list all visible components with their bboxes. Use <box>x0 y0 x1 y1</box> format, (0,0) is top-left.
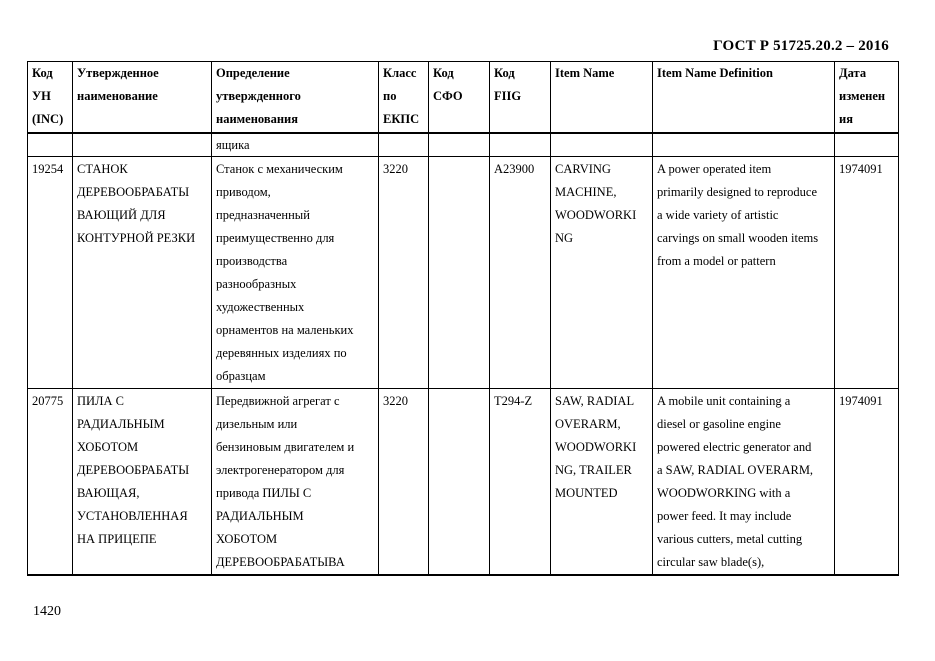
cell-line: primarily designed to reproduce <box>657 185 818 199</box>
header-approved-name <box>73 62 212 134</box>
cell-line: WOODWORKING with a <box>657 486 791 500</box>
cell-line: РАДИАЛЬНЫМ <box>216 509 304 523</box>
cell-line: power feed. It may include <box>657 509 792 523</box>
document-title: ГОСТ Р 51725.20.2 – 2016 <box>713 38 889 54</box>
cell-line: изменен <box>839 89 886 103</box>
cell-sfo-code <box>429 133 490 157</box>
cell-ekps-class <box>379 389 429 576</box>
cell-line: ВАЮЩИЙ ДЛЯ <box>77 208 166 222</box>
cell-item-name-definition <box>653 389 835 576</box>
cell-line: ХОБОТОМ <box>77 440 139 454</box>
header-sfo-code <box>429 62 490 134</box>
catalog-table <box>27 61 899 576</box>
cell-line: Определение <box>216 66 290 80</box>
header-ekps-class <box>379 62 429 134</box>
cell-line: преимущественно для <box>216 231 335 245</box>
header-item-name-definition <box>653 62 835 134</box>
cell-line: ВАЮЩАЯ, <box>77 486 140 500</box>
cell-line: орнаментов на маленьких <box>216 323 354 337</box>
cell-line: Item Name Definition <box>657 66 773 80</box>
cell-line: Передвижной агрегат с <box>216 394 340 408</box>
table-row <box>28 157 899 389</box>
cell-line: WOODWORKI <box>555 440 637 454</box>
cell-line: a wide variety of artistic <box>657 208 779 222</box>
cell-line: A mobile unit containing a <box>657 394 791 408</box>
cell-line: наименования <box>216 112 299 126</box>
cell-line: ДЕРЕВООБРАБАТЫВА <box>216 555 345 569</box>
cell-line: ДЕРЕВООБРАБАТЫ <box>77 463 190 477</box>
cell-line: предназначенный <box>216 208 310 222</box>
cell-line: FIIG <box>494 89 522 103</box>
cell-line: УСТАНОВЛЕННАЯ <box>77 509 188 523</box>
cell-line: утвержденного <box>216 89 301 103</box>
cell-line: A23900 <box>494 162 535 176</box>
cell-line: ПИЛА С <box>77 394 125 408</box>
cell-line: ДЕРЕВООБРАБАТЫ <box>77 185 190 199</box>
cell-line: Станок с механическим <box>216 162 343 176</box>
table-row <box>28 389 899 576</box>
page-number: 1420 <box>33 604 61 619</box>
cell-line: СФО <box>433 89 463 103</box>
cell-line: художественных <box>216 300 305 314</box>
cell-line: электрогенератором для <box>216 463 345 477</box>
cell-line: CARVING <box>555 162 611 176</box>
continuation-row <box>28 133 899 157</box>
cell-line: from a model or pattern <box>657 254 776 268</box>
cell-line: circular saw blade(s), <box>657 555 765 569</box>
cell-definition <box>212 157 379 389</box>
cell-inc-code <box>28 157 73 389</box>
cell-item-name <box>551 133 653 157</box>
cell-approved-name <box>73 157 212 389</box>
cell-ekps-class <box>379 157 429 389</box>
cell-line: КОНТУРНОЙ РЕЗКИ <box>77 231 196 245</box>
cell-line: powered electric generator and <box>657 440 812 454</box>
cell-line: 1974091 <box>839 162 883 176</box>
cell-line: РАДИАЛЬНЫМ <box>77 417 165 431</box>
cell-line: Класс <box>383 66 417 80</box>
cell-item-name <box>551 389 653 576</box>
cell-line: carvings on small wooden items <box>657 231 819 245</box>
cell-ekps-class <box>379 133 429 157</box>
cell-line: ия <box>839 112 853 126</box>
cell-sfo-code <box>429 389 490 576</box>
header-change-date <box>835 62 899 134</box>
cell-fiig-code <box>490 389 551 576</box>
cell-line: SAW, RADIAL <box>555 394 635 408</box>
cell-item-name-definition <box>653 157 835 389</box>
cell-approved-name <box>73 133 212 157</box>
header-item-name <box>551 62 653 134</box>
cell-line: 3220 <box>383 394 408 408</box>
cell-definition <box>212 389 379 576</box>
cell-line: дизельным или <box>216 417 298 431</box>
cell-line: ХОБОТОМ <box>216 532 278 546</box>
cell-sfo-code <box>429 157 490 389</box>
cell-line: various cutters, metal cutting <box>657 532 803 546</box>
cell-item-name <box>551 157 653 389</box>
table-body <box>28 62 899 576</box>
cell-line: a SAW, RADIAL OVERARM, <box>657 463 814 477</box>
cell-line: наименование <box>77 89 158 103</box>
cell-line: 19254 <box>32 162 64 176</box>
cell-line: 20775 <box>32 394 64 408</box>
cell-inc-code <box>28 133 73 157</box>
cell-line: по <box>383 89 397 103</box>
cell-line: образцам <box>216 369 266 383</box>
cell-change-date <box>835 389 899 576</box>
cell-line: производства <box>216 254 288 268</box>
cell-definition <box>212 133 379 157</box>
cell-line: Код <box>433 66 454 80</box>
header-definition <box>212 62 379 134</box>
cell-change-date <box>835 157 899 389</box>
cell-line: Код <box>494 66 515 80</box>
cell-line: разнообразных <box>216 277 297 291</box>
cell-line: ящика <box>216 138 250 152</box>
cell-fiig-code <box>490 157 551 389</box>
header-inc-code <box>28 62 73 134</box>
cell-line: СТАНОК <box>77 162 128 176</box>
cell-line: Дата <box>839 66 867 80</box>
cell-line: T294-Z <box>494 394 533 408</box>
cell-line: УН <box>32 89 51 103</box>
header-fiig-code <box>490 62 551 134</box>
cell-line: OVERARM, <box>555 417 621 431</box>
cell-line: MOUNTED <box>555 486 618 500</box>
cell-change-date <box>835 133 899 157</box>
cell-line: A power operated item <box>657 162 772 176</box>
cell-item-name-definition <box>653 133 835 157</box>
cell-line: MACHINE, <box>555 185 617 199</box>
cell-fiig-code <box>490 133 551 157</box>
cell-line: привода ПИЛЫ С <box>216 486 312 500</box>
cell-line: Утвержденное <box>77 66 159 80</box>
cell-line: ЕКПС <box>383 112 420 126</box>
cell-line: NG, TRAILER <box>555 463 632 477</box>
cell-line: 1974091 <box>839 394 883 408</box>
cell-line: 3220 <box>383 162 408 176</box>
cell-line: diesel or gasoline engine <box>657 417 781 431</box>
cell-approved-name <box>73 389 212 576</box>
header-row <box>28 62 899 134</box>
cell-line: (INC) <box>32 112 64 126</box>
cell-line: приводом, <box>216 185 271 199</box>
cell-line: NG <box>555 231 574 245</box>
cell-line: деревянных изделиях по <box>216 346 347 360</box>
cell-line: WOODWORKI <box>555 208 637 222</box>
cell-line: Код <box>32 66 53 80</box>
cell-line: Item Name <box>555 66 615 80</box>
cell-line: бензиновым двигателем и <box>216 440 355 454</box>
cell-line: НА ПРИЦЕПЕ <box>77 532 157 546</box>
cell-inc-code <box>28 389 73 576</box>
